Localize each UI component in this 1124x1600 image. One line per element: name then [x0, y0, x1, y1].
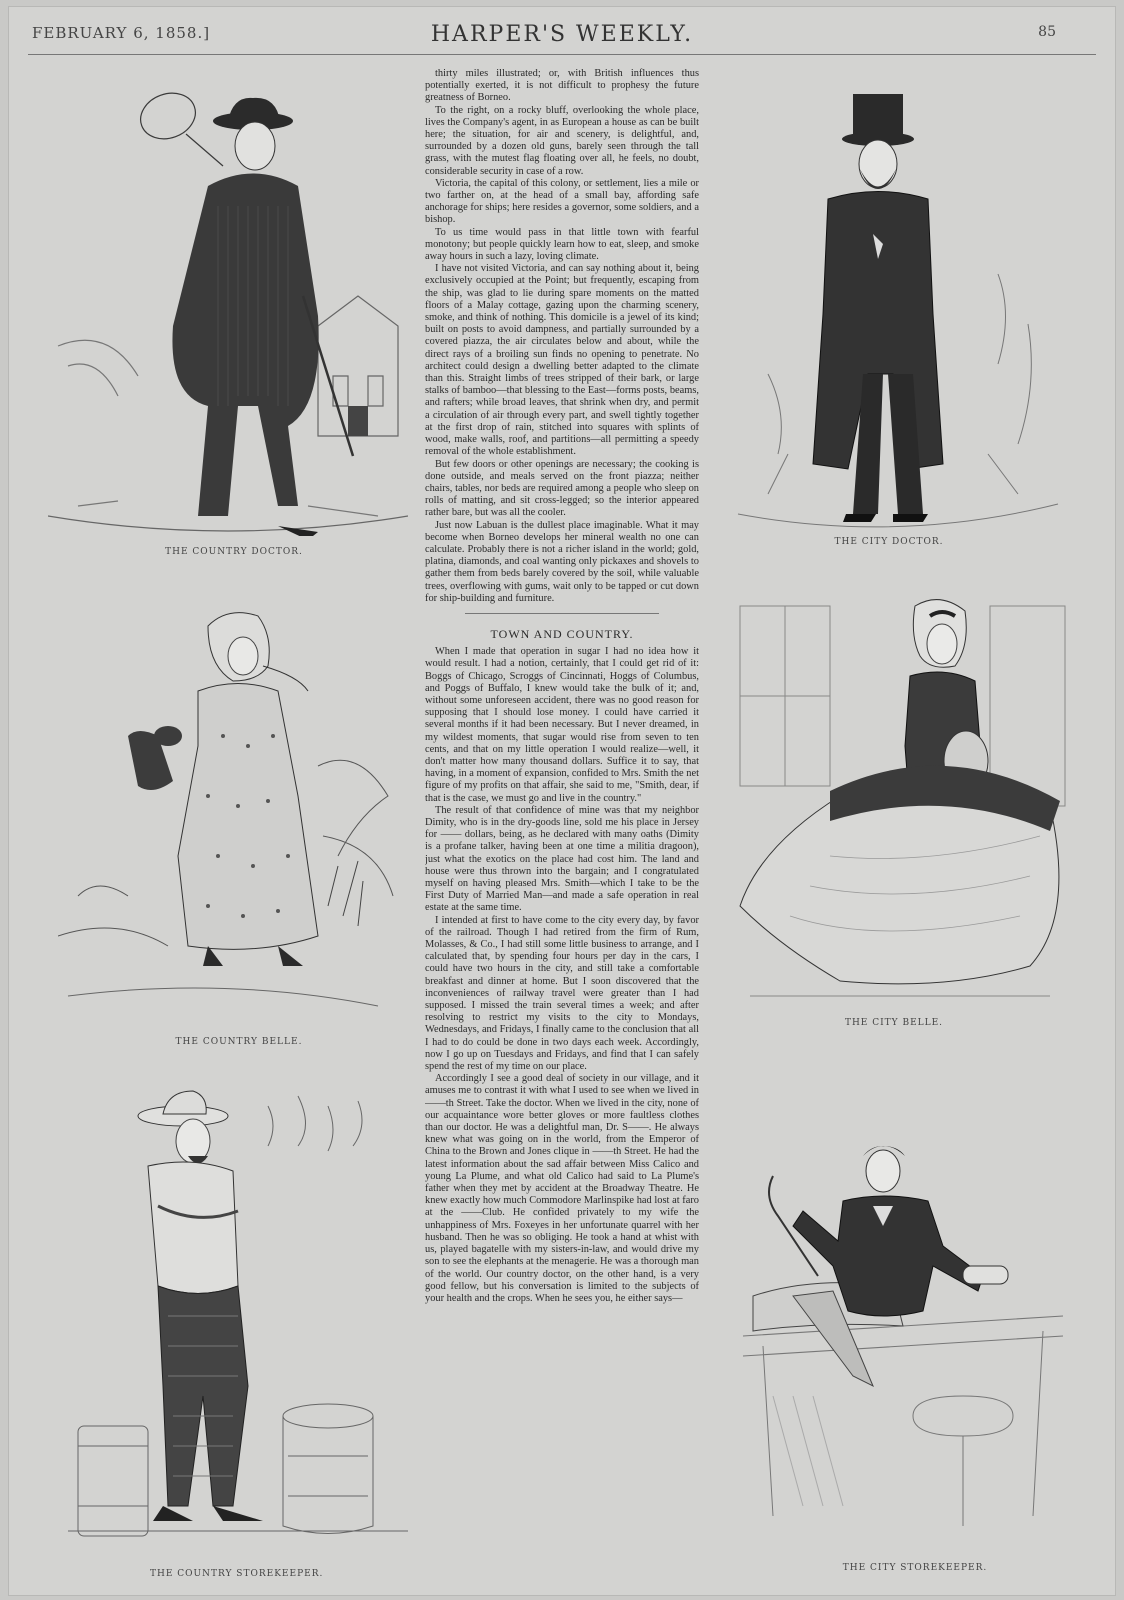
- caption-city-doctor: THE CITY DOCTOR.: [834, 537, 944, 547]
- illustration-country-belle: [58, 596, 398, 1026]
- illustration-city-doctor: [728, 74, 1068, 534]
- continued-paragraph: thirty miles illustrated; or, with British influences thus potentially exerted, it is not difficult to prophesy the future greatness of Borneo.: [425, 68, 699, 104]
- article-body: [425, 646, 699, 1305]
- text-column: [425, 68, 699, 1578]
- masthead-rule: [28, 54, 1096, 55]
- page-number: 85: [1038, 24, 1056, 40]
- issue-date: FEBRUARY 6, 1858.]: [32, 24, 211, 42]
- article-paragraph: The result of that confidence of mine was that my neighbor Dimity, who is in the dry-goods line, sold me his place in Jersey for —— dollars, being, as he declared with many oaths (Dimity is a profane talker, having been at one time a militia dragoon), just what the exotics on the place had cost him. The land and house were thus thrown into the bargain; and I congratulated myself on having pleased Mrs. Smith—which I take to be the First Duty of Married Man—and made a safe operation in real estate at the same time.: [425, 804, 699, 914]
- continued-paragraph: But few doors or other openings are necessary; the cooking is done outside, and meals served on the front piazza; neither chairs, tables, nor beds are required among a people who sleep on rolls of matting, and sit cross-legged; so the interior appeared rather bare, but was all the cooler.: [425, 458, 699, 519]
- continued-paragraph: To us time would pass in that little town with fearful monotony; but people quickly learn how to eat, sleep, and smoke away hours in such a lazy, loving climate.: [425, 226, 699, 263]
- illustration-country-doctor: [48, 76, 408, 536]
- continued-paragraph: Victoria, the capital of this colony, or settlement, lies a mile or two farther on, at the head of a small bay, affording safe anchorage for ships; here resides a governor, some soldiers, and a bishop.: [425, 177, 699, 226]
- article-divider: [465, 613, 659, 614]
- illustration-country-storekeeper: [68, 1086, 408, 1546]
- caption-country-doctor: THE COUNTRY DOCTOR.: [165, 547, 303, 557]
- illustration-city-belle: [730, 586, 1070, 1016]
- caption-country-belle: THE COUNTRY BELLE.: [175, 1037, 303, 1047]
- publication-title: HARPER'S WEEKLY.: [430, 22, 694, 47]
- caption-country-storekeeper: THE COUNTRY STOREKEEPER.: [150, 1569, 324, 1579]
- article-paragraph: When I made that operation in sugar I had no idea how it would result. I had a notion, certainly, that I could get rid of it: Boggs of Chicago, Scroggs of Cincinnati, Hoggs of Columbus, and Poggs of Buffalo, I knew would take the bulk of it; and, without some unforeseen accident, there was no good reason for supposing that I should lose money. I could have carried it several months if it had been necessary. But I never dreamed, in my wildest moments, that sugar would rise from seven to ten cents, and that on my little operation I would realize—well, it don't matter how many thousand dollars. Suffice it to say, that having, in a moment of expansion, confided to Mrs. Smith the net figure of my profits on that affair, she said to me, "Smith, dear, if that is the case, we must go and live in the country.": [425, 646, 699, 804]
- continued-article: [425, 68, 699, 605]
- masthead: [8, 6, 1116, 54]
- illustration-city-storekeeper: [733, 1116, 1073, 1536]
- caption-city-belle: THE CITY BELLE.: [844, 1018, 944, 1028]
- caption-city-storekeeper: THE CITY STOREKEEPER.: [842, 1563, 988, 1573]
- continued-paragraph: Just now Labuan is the dullest place imaginable. What it may become when Borneo develops her mineral wealth no one can calculate. Probably there is not a richer island in the world; gold, platina, diamonds, and coal wanting only pickaxes and shovels to gather them from beds barely covered by the soil, while valuable trees, overflowing with gums, wait only to be tapped or cut down for ship-building and furniture.: [425, 519, 699, 604]
- article-paragraph: Accordingly I see a good deal of society in our village, and it amuses me to contrast it with what I used to see when we lived in ——th Street. Take the doctor. When we lived in the city, none of our acquaintance wore better gloves or more faultless clothes than our doctor. He was a delightful man, Dr. S——. He always knew what was going on in the world, from the Emperor of China to the Brown and Jones clique in ——th Street. He had the latest information about the sad affair between Miss Calico and young La Plume, and what old Calico had said to La Plume's father when they met by accident at the Broadway Theatre. He knew exactly how much Commodore Marlinspike had lost at faro at the ——Club. He confided privately to my wife the unhappiness of Mrs. Foxeyes in her unfortunate quarrel with her husband. Then he was so obliging. He took a hand at whist with us, played bagatelle with my sisters-in-law, and would drive my son to see the elephants at the menagerie. He was a thorough man of the world. Our country doctor, on the other hand, is a very good fellow, but his conversation is limited to the subjects of your health and the crops. When he sees you, he either says—: [425, 1073, 699, 1304]
- article-title: TOWN AND COUNTRY.: [490, 626, 634, 641]
- continued-paragraph: I have not visited Victoria, and can say nothing about it, being exclusively occupied at the Point; but frequently, escaping from the ship, was glad to lie during spare moments on the matted floors of a Malay cottage, gazing upon the charming scenery, smoke, and think of nothing. This domicile is a jewel of its kind; built on posts to avoid dampness, and partially surrounded by a covered piazza, the air circulates below and about, while the direct rays of a broiling sun finds no opening to penetrate. No architect could design a dwelling better adapted to the climate than this. Straight limbs of trees stripped of their bark, or large stalks of bamboo—that blessing to the East—forms posts, beams, and rafters; while broad leaves, that shrink when dry, and permit a circulation of air through every part, and swell tightly together at the first drop of rain, stitched into squares with splints of wood, make walls, roof, and partitions—all permitting a speedy removal of the whole establishment.: [425, 263, 699, 458]
- continued-paragraph: To the right, on a rocky bluff, overlooking the whole place, lives the Company's agent, in as European a house as can be built here; the situation, for air and scenery, is delightful, and, surrounded by a dozen old guns, barely seen through the tall grass, with the mutest flag floating over all, he feels, no doubt, considerable security in case of a row.: [425, 104, 699, 177]
- newspaper-page: [8, 6, 1116, 1596]
- article-paragraph: I intended at first to have come to the city every day, by favor of the railroad. Though I had retired from the firm of Rum, Molasses, & Co., I had still some little business to arrange, and I calculated that, by spending four hours per day in the cars, I could have two hours in the city, and still take a comfortable breakfast and dinner at home. But I soon discovered that the inconveniences of railway travel were greater than I had supposed. I missed the train several times a week; and after resolving to restrict my visits to the city to Mondays, Wednesdays, and Fridays, I finally came to the conclusion that all I had to do could be done in two days each week. Accordingly, now I go up on Tuesdays and Fridays, and find that I can safely spend the rest of my time on our place.: [425, 914, 699, 1073]
